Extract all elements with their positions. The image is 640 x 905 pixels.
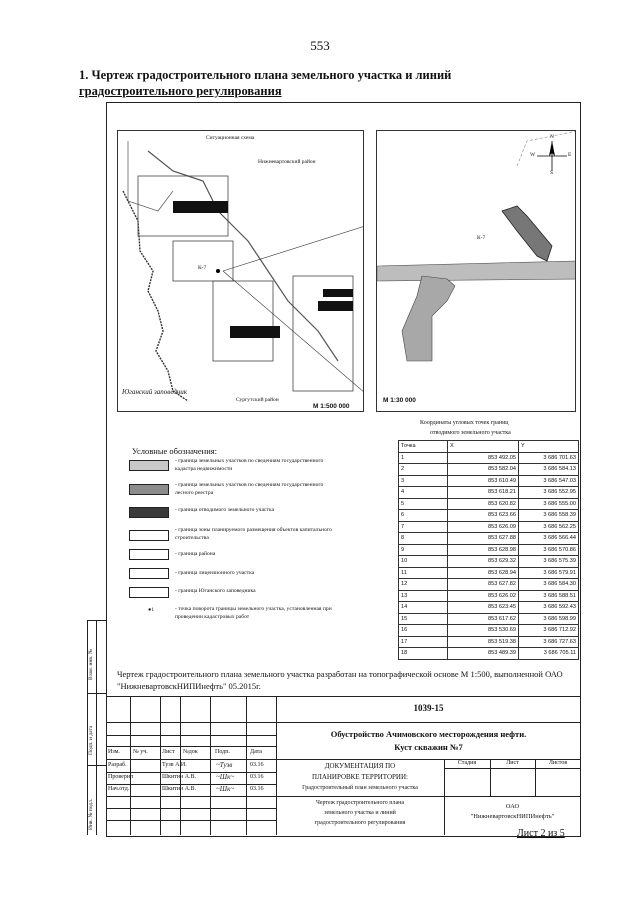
- legend-title: Условные обозначения:: [132, 446, 218, 456]
- coords-caption-2: отводимого земельного участка: [430, 430, 511, 436]
- coord-y-cell: 3 686 547.03: [519, 475, 579, 487]
- side-label-inv: Инв. № подл.: [88, 798, 94, 830]
- license-area-2: [173, 241, 233, 281]
- coord-y-cell: 3 686 584.13: [519, 464, 579, 476]
- tb-code: 1039-15: [413, 703, 444, 713]
- table-row: [399, 510, 579, 522]
- allotted-plot: [502, 206, 552, 261]
- tb-doc-title-2: ПЛАНИРОВКЕ ТЕРРИТОРИИ:: [312, 773, 408, 781]
- coords-header-y: Y: [519, 441, 579, 453]
- compass-e: E: [568, 152, 572, 158]
- table-row: [399, 533, 579, 545]
- coord-point-cell: 3: [399, 475, 448, 487]
- table-row: [399, 475, 579, 487]
- tb-vline-2: [160, 696, 161, 835]
- coord-point-cell: 15: [399, 613, 448, 625]
- legend-swatch-5: [129, 549, 169, 560]
- legend-swatch-4: [129, 530, 169, 541]
- leader-line-1: [223, 226, 364, 271]
- coords-caption-1: Координаты угловых точек границ: [420, 420, 509, 426]
- tb-role-1: Разраб.: [108, 762, 127, 768]
- coord-point-cell: 9: [399, 544, 448, 556]
- legend-text-7: - граница Юганского заповедника: [175, 588, 256, 594]
- situation-map-graphic: [118, 131, 364, 412]
- tb-vline-4: [210, 696, 211, 835]
- coord-x-cell: 853 530.69: [448, 625, 519, 637]
- coord-y-cell: 3 686 555.00: [519, 498, 579, 510]
- well-marker: [216, 269, 220, 273]
- tb-drawing-name-2: земельного участка и линий: [324, 810, 396, 816]
- tb-date-2: 03.16: [250, 774, 264, 780]
- situation-map-title: Ситуационная схема: [206, 135, 255, 141]
- tb-stage-header: Стадия: [457, 760, 477, 766]
- detail-map-scale: М 1:30 000: [383, 397, 416, 404]
- tb-col-sign: Подп.: [215, 749, 230, 755]
- tb-line-e: [106, 772, 276, 773]
- tb-role-3: Нач.отд.: [108, 786, 130, 792]
- coord-point-cell: 14: [399, 602, 448, 614]
- tb-org-2: "НижневартовскНИПИнефть": [470, 813, 555, 820]
- legend-text-2: - граница земельных участков по сведениям государственного лесного реестра: [175, 482, 324, 496]
- compass-w: W: [530, 152, 536, 158]
- legend-text-4: - граница зоны планируемого размещения объектов капитального строительства: [175, 527, 332, 541]
- well-label-detail: К-7: [477, 235, 486, 241]
- legend-swatch-1: [129, 460, 169, 471]
- coord-x-cell: 853 489.39: [448, 648, 519, 660]
- tb-line-stage: [444, 768, 581, 769]
- tb-doc-title-3: Градостроительный план земельного участка: [302, 785, 418, 791]
- table-row: [399, 498, 579, 510]
- signature-2-icon: ~Шк~: [216, 773, 235, 781]
- situation-map-scale: М 1:500 000: [313, 403, 350, 410]
- coord-y-cell: 3 686 592.43: [519, 602, 579, 614]
- legend-swatch-7: [129, 587, 169, 598]
- tb-line-f: [106, 784, 276, 785]
- coord-point-cell: 12: [399, 579, 448, 591]
- coord-y-cell: 3 686 566.44: [519, 533, 579, 545]
- tb-col-date: Дата: [250, 749, 262, 755]
- tb-role-2: Проверил: [108, 774, 133, 780]
- coordinates-table: [398, 440, 579, 660]
- compass-rose: [532, 136, 572, 176]
- region-north-label: Нижневартовский район: [258, 159, 316, 165]
- tb-line-a: [106, 722, 581, 723]
- redaction-4: [230, 326, 280, 338]
- table-row: [399, 579, 579, 591]
- section-heading: [79, 67, 599, 99]
- signature-3-icon: ~Шк~: [216, 785, 235, 793]
- coord-x-cell: 853 492.05: [448, 452, 519, 464]
- tb-line-i: [106, 820, 276, 821]
- table-row: [399, 452, 579, 464]
- road-corridor: [377, 261, 576, 281]
- coord-x-cell: 853 618.21: [448, 487, 519, 499]
- sheet-counter: Лист 2 из 5: [517, 828, 565, 839]
- coord-point-cell: 16: [399, 625, 448, 637]
- coord-point-cell: 8: [399, 533, 448, 545]
- coord-point-cell: 13: [399, 590, 448, 602]
- coord-y-cell: 3 686 558.39: [519, 510, 579, 522]
- side-label-sign-date: Подп. и дата: [88, 725, 94, 755]
- reserve-boundary: [123, 191, 188, 401]
- region-south-label: Сургутский район: [236, 397, 279, 403]
- legend-text-3: - граница отводимого земельного участка: [175, 507, 274, 513]
- tb-drawing-name-1: Чертеж градостроительного плана: [315, 800, 405, 806]
- legend-text-5: - граница района: [175, 551, 216, 557]
- coord-y-cell: 3 686 552.95: [519, 487, 579, 499]
- coord-x-cell: 853 617.62: [448, 613, 519, 625]
- tb-line-h: [106, 808, 276, 809]
- coord-point-cell: 1: [399, 452, 448, 464]
- coord-x-cell: 853 610.49: [448, 475, 519, 487]
- coord-point-cell: 17: [399, 636, 448, 648]
- coord-x-cell: 853 620.82: [448, 498, 519, 510]
- situation-map: [117, 130, 364, 412]
- tb-vline-1: [130, 696, 131, 835]
- tb-date-3: 03.16: [250, 786, 264, 792]
- tb-doc-title-1: ДОКУМЕНТАЦИЯ ПО: [324, 762, 396, 770]
- tb-line-g: [106, 796, 581, 797]
- table-row: [399, 567, 579, 579]
- coord-y-cell: 3 686 575.39: [519, 556, 579, 568]
- coord-x-cell: 853 628.94: [448, 567, 519, 579]
- legend-text-6: - граница лицензионного участка: [175, 570, 255, 576]
- legend-swatch-2: [129, 484, 169, 495]
- tb-drawing-name-3: градостроительного регулирования: [314, 820, 406, 826]
- tb-top: [106, 696, 581, 697]
- table-row: [399, 613, 579, 625]
- table-row: [399, 648, 579, 660]
- coord-point-cell: 11: [399, 567, 448, 579]
- coord-point-cell: 6: [399, 510, 448, 522]
- reserve-label: Юганский заповедник: [122, 388, 188, 396]
- coord-y-cell: 3 686 570.86: [519, 544, 579, 556]
- tb-name-3: Шкитин А.В.: [162, 786, 197, 792]
- table-row: [399, 590, 579, 602]
- side-strip-line-h2: [87, 693, 106, 694]
- compass-s: S: [550, 170, 554, 176]
- side-strip-line-v2: [96, 620, 97, 835]
- legend-point-symbol: ●1: [148, 607, 155, 613]
- well-label-small: К-7: [198, 265, 207, 271]
- tb-vline-7: [444, 759, 445, 835]
- redaction-1: [173, 201, 228, 213]
- coord-x-cell: 853 629.32: [448, 556, 519, 568]
- table-row: [399, 625, 579, 637]
- legend-text-1: - граница земельных участков по сведениям государственного кадастра недвижимости: [175, 458, 324, 472]
- tb-col-izm: Изм.: [108, 749, 120, 755]
- tb-vline-5: [246, 696, 247, 835]
- coord-x-cell: 853 626.09: [448, 521, 519, 533]
- tb-name-1: Тузв А.И.: [162, 762, 187, 768]
- side-label-replace: Взам. инв. №: [88, 649, 94, 680]
- coord-x-cell: 853 626.02: [448, 590, 519, 602]
- legend-swatch-6: [129, 568, 169, 579]
- coord-point-cell: 2: [399, 464, 448, 476]
- tb-col-doc: №док: [183, 749, 198, 755]
- coord-x-cell: 853 623.66: [448, 510, 519, 522]
- coord-y-cell: 3 686 705.11: [519, 648, 579, 660]
- license-area-3: [213, 281, 273, 361]
- coord-x-cell: 853 623.45: [448, 602, 519, 614]
- table-row: [399, 544, 579, 556]
- drawing-note: Чертеж градостроительного плана земельного участка разработан на топографической основе М 1:500, выполненной ОАО "НижневартовскНИПИнефть" 05.2015г.: [117, 669, 563, 691]
- coord-point-cell: 7: [399, 521, 448, 533]
- tb-col-list: Лист: [162, 749, 175, 755]
- heading-line-2: градостроительного регулирования: [79, 84, 282, 98]
- coord-point-cell: 5: [399, 498, 448, 510]
- coords-header-x: X: [448, 441, 519, 453]
- coord-y-cell: 3 686 727.63: [519, 636, 579, 648]
- coord-y-cell: 3 686 584.30: [519, 579, 579, 591]
- tb-object-2: Куст скважин №7: [394, 742, 463, 752]
- table-row: [399, 636, 579, 648]
- coord-point-cell: 10: [399, 556, 448, 568]
- signature-1-icon: ~Тузв: [216, 761, 233, 769]
- coords-header-row: [399, 441, 579, 453]
- coord-x-cell: 853 582.04: [448, 464, 519, 476]
- legend-point-text: - точка поворота границы земельного участка, установленная при проведении кадастровых работ: [175, 606, 332, 620]
- side-strip-line-h1: [87, 620, 106, 621]
- table-row: [399, 464, 579, 476]
- tb-col-uch: № уч.: [133, 749, 148, 755]
- tb-name-2: Шкитин А.В.: [162, 774, 197, 780]
- tb-date-1: 03.16: [250, 762, 264, 768]
- coord-y-cell: 3 686 712.92: [519, 625, 579, 637]
- table-row: [399, 487, 579, 499]
- table-row: [399, 556, 579, 568]
- land-plot-lower: [402, 276, 455, 361]
- tb-object-1: Обустройство Ачимовского месторождения нефти.: [330, 729, 527, 739]
- coord-point-cell: 18: [399, 648, 448, 660]
- coord-y-cell: 3 686 579.91: [519, 567, 579, 579]
- tb-line-b: [106, 735, 276, 736]
- heading-line-1: 1. Чертеж градостроительного плана земельного участка и линий: [79, 68, 452, 82]
- page-number: 553: [310, 38, 330, 53]
- coord-x-cell: 853 627.82: [448, 579, 519, 591]
- legend-swatch-3: [129, 507, 169, 518]
- side-strip-line-h3: [87, 765, 106, 766]
- tb-sheet-header: Лист: [506, 760, 519, 766]
- coord-point-cell: 4: [399, 487, 448, 499]
- coord-y-cell: 3 686 598.99: [519, 613, 579, 625]
- coords-header-point: Точка: [399, 441, 448, 453]
- table-row: [399, 521, 579, 533]
- coord-y-cell: 3 686 588.51: [519, 590, 579, 602]
- tb-org-1: ОАО: [505, 803, 520, 810]
- coord-y-cell: 3 686 701.63: [519, 452, 579, 464]
- compass-n: N: [550, 134, 554, 140]
- coord-x-cell: 853 519.38: [448, 636, 519, 648]
- tb-line-c: [106, 746, 276, 747]
- tb-sheets-header: Листов: [548, 760, 568, 766]
- coord-x-cell: 853 628.98: [448, 544, 519, 556]
- coord-x-cell: 853 627.88: [448, 533, 519, 545]
- coord-y-cell: 3 686 562.25: [519, 521, 579, 533]
- detail-map: [376, 130, 576, 412]
- redaction-3: [318, 301, 353, 311]
- table-row: [399, 602, 579, 614]
- redaction-2: [323, 289, 353, 297]
